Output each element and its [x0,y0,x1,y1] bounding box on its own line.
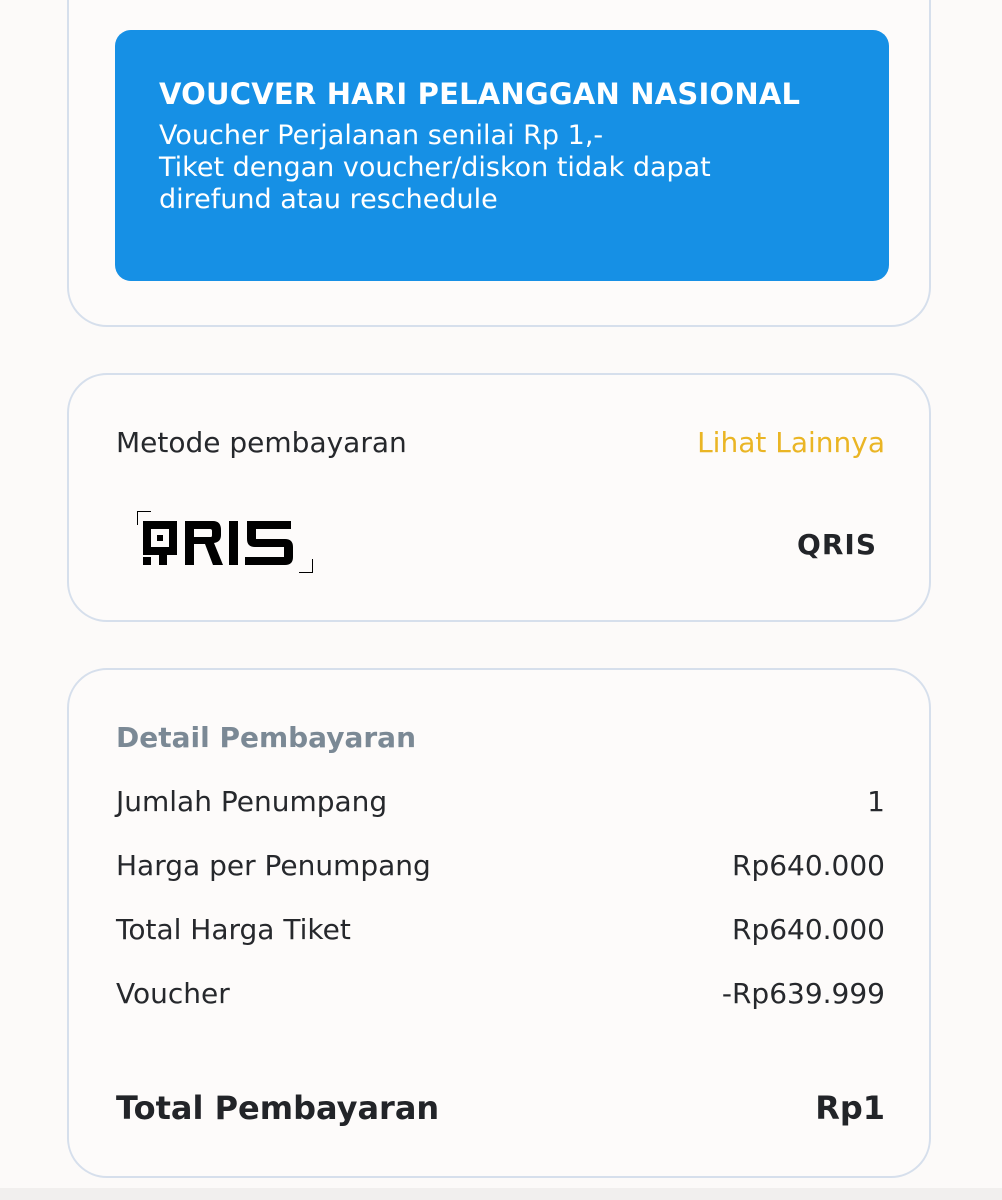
voucher-desc-line: direfund atau reschedule [159,184,498,215]
detail-row-voucher [116,976,885,1012]
payment-method-label: Metode pembayaran [116,426,407,459]
payment-method-card[interactable] [67,373,931,622]
total-payment-row [116,1088,885,1128]
voucher-description [159,120,845,216]
qris-logo-icon [137,511,313,573]
total-payment-label: Total Pembayaran [116,1089,440,1127]
voucher-desc-line: Tiket dengan voucher/diskon tidak dapat [159,152,711,183]
selected-payment-method: QRIS [797,528,877,561]
detail-row-value: -Rp639.999 [721,977,885,1010]
detail-row-label: Harga per Penumpang [116,849,431,882]
bottom-edge [0,1188,1002,1200]
voucher-desc-line: Voucher Perjalanan senilai Rp 1,- [159,120,604,151]
detail-row-value: Rp640.000 [731,849,885,882]
voucher-title: VOUCVER HARI PELANGGAN NASIONAL [159,77,801,111]
see-more-link[interactable]: Lihat Lainnya [697,426,885,459]
detail-row-price-per-passenger [116,848,885,884]
payment-detail-title: Detail Pembayaran [116,721,417,754]
detail-row-passenger-count [116,784,885,820]
payment-detail-card [67,668,931,1178]
detail-row-value: 1 [867,785,885,818]
detail-row-total-ticket-price [116,912,885,948]
detail-row-value: Rp640.000 [731,913,885,946]
detail-row-label: Jumlah Penumpang [116,785,388,818]
voucher-card [67,0,931,327]
total-payment-value: Rp1 [815,1089,885,1127]
detail-row-label: Voucher [116,977,230,1010]
detail-row-label: Total Harga Tiket [116,913,351,946]
voucher-banner [115,30,889,281]
